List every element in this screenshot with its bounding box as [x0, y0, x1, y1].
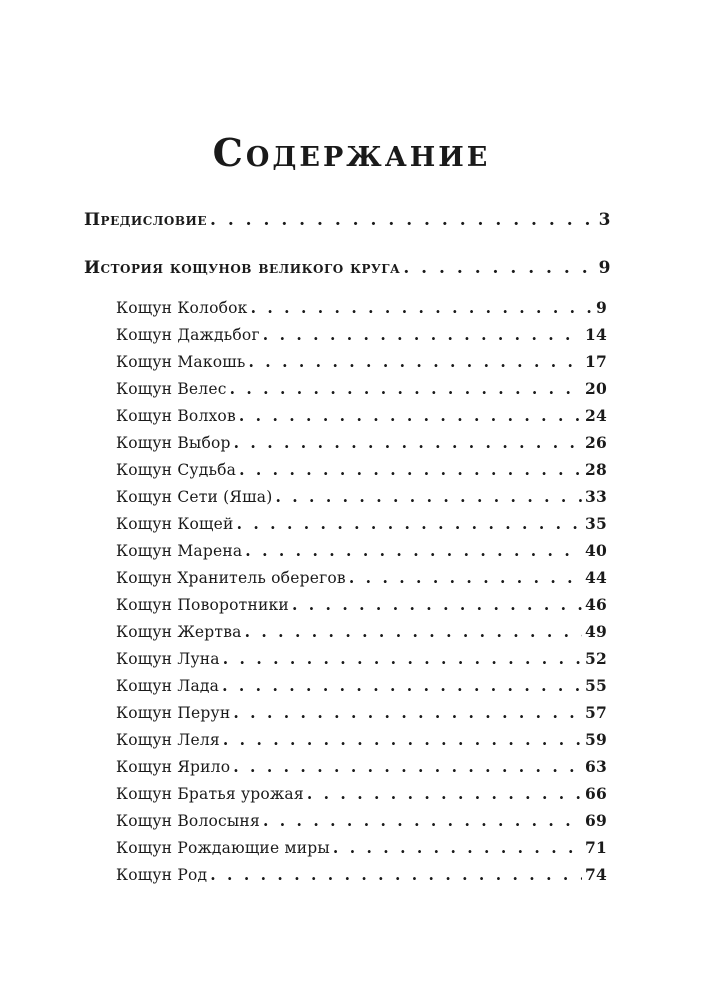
toc-entry-title: Кощун Поворотники — [116, 596, 289, 614]
toc-page-number: 74 — [585, 865, 607, 884]
dot-leader — [210, 210, 596, 230]
dot-leader — [251, 298, 593, 317]
toc-page-number: 44 — [585, 568, 607, 587]
toc-entry — [116, 622, 607, 641]
toc-entry — [116, 838, 607, 857]
toc-page-number: 3 — [598, 210, 611, 230]
dot-leader — [249, 352, 583, 371]
dot-leader — [403, 258, 595, 278]
toc-page-number: 9 — [596, 298, 607, 317]
toc-entry — [116, 865, 607, 884]
dot-leader — [239, 406, 582, 425]
toc-entry-title: Кощун Хранитель оберегов — [116, 569, 346, 587]
toc-entry-title: Кощун Леля — [116, 731, 220, 749]
toc-entry-title: Предисловие — [84, 210, 207, 230]
toc-page-number: 46 — [585, 595, 607, 614]
toc-entry — [116, 703, 607, 722]
toc-section-entry — [84, 258, 611, 278]
dot-leader — [349, 568, 582, 587]
toc-entry — [116, 757, 607, 776]
toc-entry-title: Кощун Макошь — [116, 353, 246, 371]
toc-entry — [116, 487, 607, 506]
toc-entry — [116, 676, 607, 695]
toc-entry-title: Кощун Жертва — [116, 623, 242, 641]
toc-entry — [116, 433, 607, 452]
toc-entry — [116, 568, 607, 587]
toc-page-number: 40 — [585, 541, 607, 560]
toc-entry-title: Кощун Род — [116, 866, 208, 884]
dot-leader — [245, 541, 582, 560]
dot-leader — [233, 757, 582, 776]
dot-leader — [307, 784, 582, 803]
toc-page-number: 71 — [585, 838, 607, 857]
toc-entry — [116, 379, 607, 398]
toc-entry — [116, 811, 607, 830]
toc-entry — [116, 514, 607, 533]
toc-entry — [116, 325, 607, 344]
toc-entry — [116, 784, 607, 803]
toc-page-number: 26 — [585, 433, 607, 452]
toc-page-number: 28 — [585, 460, 607, 479]
toc-entry-title: Кощун Перун — [116, 704, 231, 722]
toc-section-entry — [84, 210, 611, 230]
dot-leader — [263, 811, 582, 830]
toc-entry-title: Кощун Братья урожая — [116, 785, 304, 803]
toc-page-number: 20 — [585, 379, 607, 398]
toc-page-number: 55 — [585, 676, 607, 695]
toc-entry-title: Кощун Даждьбог — [116, 326, 260, 344]
toc-entry — [116, 595, 607, 614]
dot-leader — [237, 514, 582, 533]
dot-leader — [234, 433, 582, 452]
dot-leader — [233, 703, 582, 722]
dot-leader — [223, 730, 582, 749]
toc-entry — [116, 730, 607, 749]
dot-leader — [263, 325, 582, 344]
dot-leader — [210, 865, 582, 884]
toc-entry-title: Кощун Выбор — [116, 434, 231, 452]
toc-entry — [116, 649, 607, 668]
dot-leader — [239, 460, 582, 479]
toc-page-number: 17 — [585, 352, 607, 371]
toc-page-number: 14 — [585, 325, 607, 344]
toc-page-number: 24 — [585, 406, 607, 425]
dot-leader — [222, 676, 582, 695]
dot-leader — [292, 595, 582, 614]
toc-page-number: 35 — [585, 514, 607, 533]
toc-entry-title: Кощун Судьба — [116, 461, 237, 479]
toc-entry — [116, 541, 607, 560]
toc-entry — [116, 406, 607, 425]
toc-entry-title: Кощун Велес — [116, 380, 227, 398]
dot-leader — [275, 487, 582, 506]
dot-leader — [230, 379, 582, 398]
dot-leader — [333, 838, 582, 857]
toc-entry — [116, 352, 607, 371]
toc-page-number: 33 — [585, 487, 607, 506]
dot-leader — [223, 649, 582, 668]
toc-page-number: 69 — [585, 811, 607, 830]
toc-entry-title: Кощун Марена — [116, 542, 243, 560]
toc-page-number: 63 — [585, 757, 607, 776]
page-title: Содержание — [212, 130, 491, 175]
toc-entry-title: Кощун Ярило — [116, 758, 231, 776]
toc-entry — [116, 298, 607, 317]
toc-page-number: 66 — [585, 784, 607, 803]
toc-page-number: 49 — [585, 622, 607, 641]
toc-page-number: 59 — [585, 730, 607, 749]
toc-entry-title: Кощун Сети (Яша) — [116, 488, 273, 506]
toc-page-number: 52 — [585, 649, 607, 668]
toc-entry-title: Кощун Волхов — [116, 407, 236, 425]
toc-entry-title: Кощун Луна — [116, 650, 220, 668]
toc-page-number: 9 — [598, 258, 611, 278]
toc-page-number: 57 — [585, 703, 607, 722]
toc-entry-title: Кощун Волосыня — [116, 812, 260, 830]
toc-entry-title: Кощун Колобок — [116, 299, 248, 317]
toc-entry-title: Кощун Лада — [116, 677, 220, 695]
dot-leader — [245, 622, 582, 641]
toc-entry — [116, 460, 607, 479]
toc-entry-title: Кощун Рождающие миры — [116, 839, 330, 857]
toc-entry-title: История кощунов великого круга — [84, 258, 401, 278]
toc-entry-title: Кощун Кощей — [116, 515, 234, 533]
